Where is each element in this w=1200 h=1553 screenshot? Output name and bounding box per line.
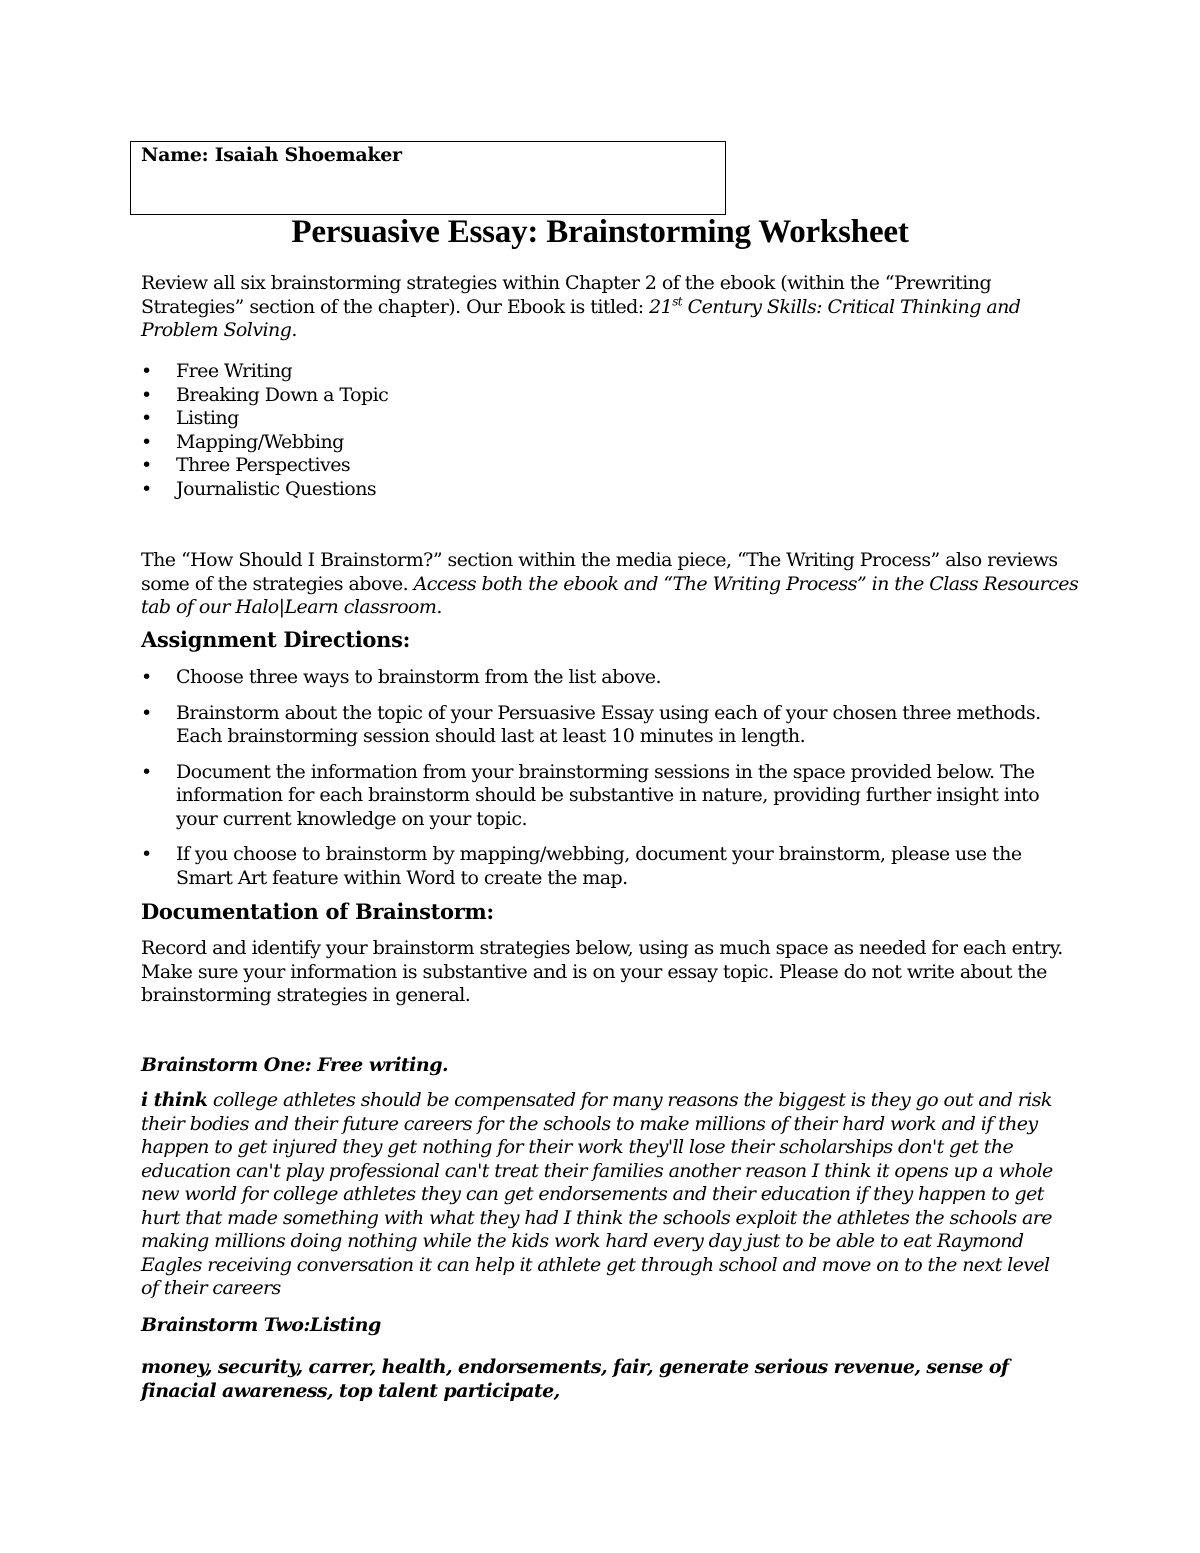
brainstorm-one-heading: Brainstorm One: Free writing. xyxy=(141,1054,449,1076)
list-item: • Listing xyxy=(141,407,239,429)
student-name: Name: Isaiah Shoemaker xyxy=(141,144,402,166)
brainstorm-two-heading: Brainstorm Two:Listing xyxy=(141,1314,381,1336)
list-item: • Free Writing xyxy=(141,360,293,382)
list-item: • If you choose to brainstorm by mapping/webbing, document your brainstorm, please use the Smart Art feature within Word to create the map. xyxy=(141,843,1022,889)
list-item: • Brainstorm about the topic of your Persuasive Essay using each of your chosen three methods. Each brainstorming session should last at least 10 minutes in length. xyxy=(141,701,1041,747)
page-title: Persuasive Essay: Brainstorming Worksheet xyxy=(291,214,909,250)
assignment-directions-heading: Assignment Directions: xyxy=(141,627,411,652)
ebook-title: 21st Century Skills: Critical Thinking and Problem Solving xyxy=(141,294,1021,341)
list-item: • Document the information from your brainstorming sessions in the space provided below. The information for each brainstorm should be substantive in nature, providing further insight into your current knowledge on your topic. xyxy=(141,760,1040,830)
intro-text: Review all six brainstorming strategies within Chapter 2 of the ebook (within the “Prewriting Strategies” section of the chapter). Our Ebook is titled: xyxy=(141,272,992,318)
documentation-paragraph: Record and identify your brainstorm strategies below, using as much space as needed for each entry. Make sure your information is substantive and is on your essay topic. Please do not write about the brainstorming strategies in general. xyxy=(141,937,1063,1006)
list-item: • Journalistic Questions xyxy=(141,477,377,500)
strategy-list xyxy=(141,360,1071,501)
list-item: • Breaking Down a Topic xyxy=(141,383,389,406)
list-item: • Mapping/Webbing xyxy=(141,430,344,453)
documentation-heading: Documentation of Brainstorm: xyxy=(141,899,494,924)
list-item: • Three Perspectives xyxy=(141,454,351,476)
brainstorm-two-text: money, security, carrer, health, endorsements, fair, generate serious revenue, sense of finacial awareness, top talent participate, xyxy=(141,1356,1009,1402)
brainstorm-one-text: i think college athletes should be compensated for many reasons the biggest is they go out and risk their bodies and their future careers for the schools to make millions of their hard work and if they happen to get injured they get nothing for their work they'll lose their scholarships don't get the education can't play professional can't treat their families another reason I think it opens up a whole new world for college athletes they can get endorsements and their education if they happen to get hurt that made something with what they had I think the schools exploit the athletes the schools are making millions doing nothing while the kids work hard every day just to be able to eat Raymond Eagles receiving conversation it can help it athlete get through school and move on to the next level of their careers xyxy=(141,1089,1053,1299)
list-item: • Choose three ways to brainstorm from the list above. xyxy=(141,666,661,688)
directions-list xyxy=(141,666,1071,902)
name-box xyxy=(130,141,726,215)
media-paragraph: The “How Should I Brainstorm?” section within the media piece, “The Writing Process” also reviews some of the strategies above. Access both the ebook and “The Writing Process” in the Class Resources tab of our Halo|Learn classroom. xyxy=(141,549,1079,618)
intro-paragraph: Review all six brainstorming strategies within Chapter 2 of the ebook (within the “Prewriting Strategies” section of the chapter). Our Ebook is titled: 21st Century Skills: Critical Thinking and Problem Solving. xyxy=(141,272,1021,341)
media-instruction: Access both the ebook and “The Writing Process” in the Class Resources tab of our Halo|Learn classroom xyxy=(141,572,1079,618)
